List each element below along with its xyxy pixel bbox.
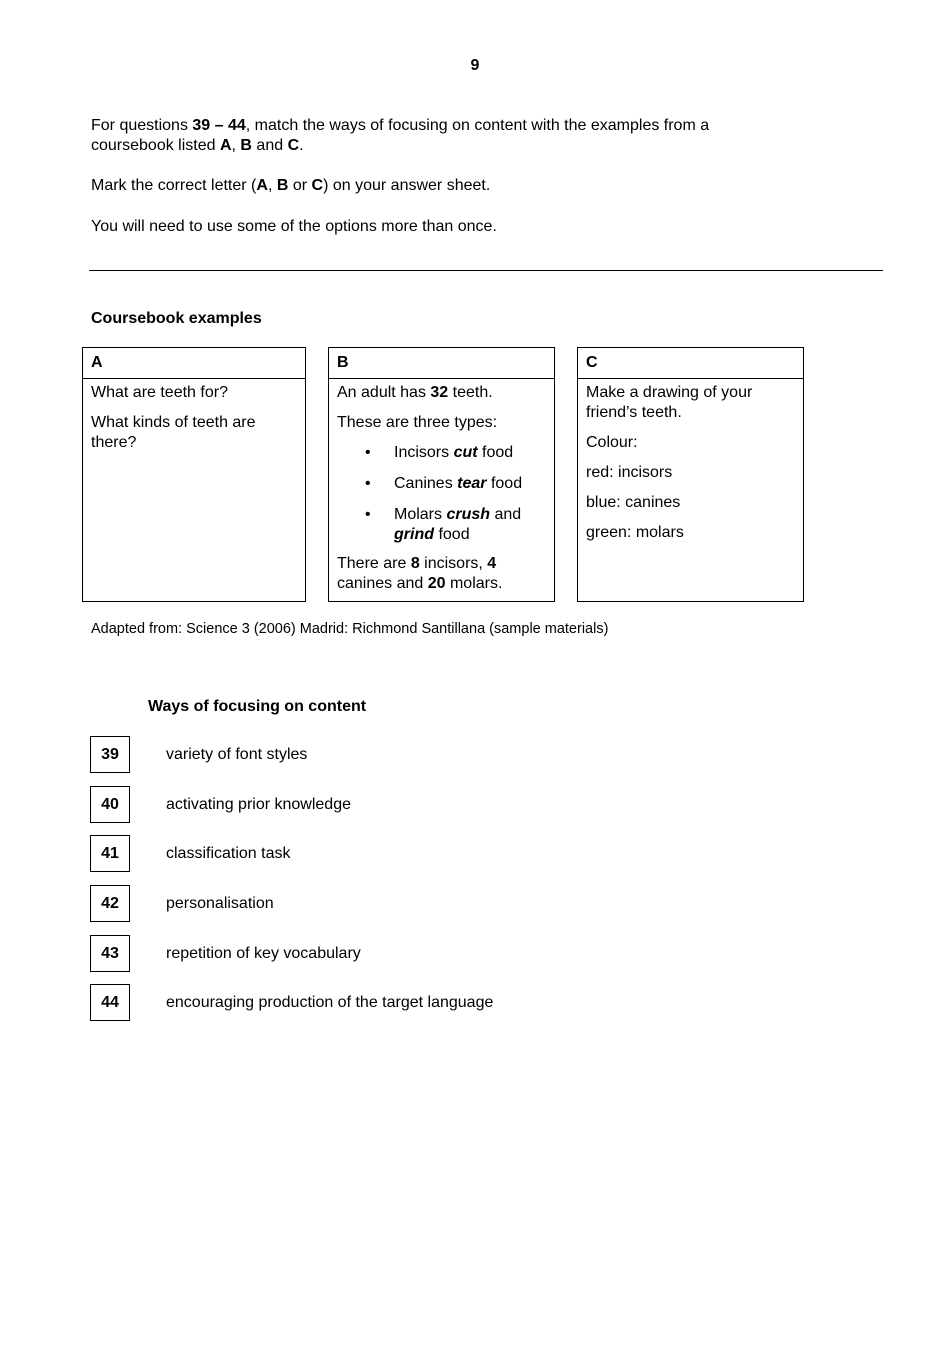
question-number-box[interactable]: 42 [90, 885, 130, 922]
box-c-line: Colour: [586, 434, 638, 451]
examples-heading: Coursebook examples [91, 310, 262, 327]
question-text: activating prior knowledge [166, 796, 351, 813]
example-box-a [82, 347, 306, 602]
box-a-line: What are teeth for? [91, 384, 228, 401]
box-a-letter: A [83, 348, 305, 379]
question-number-box[interactable]: 40 [90, 786, 130, 823]
page-number: 9 [470, 57, 480, 74]
instructions-paragraph: For questions 39 – 44, match the ways of focusing on content with the examples from a coursebook listed A, B and C. [91, 117, 710, 154]
question-text: repetition of key vocabulary [166, 945, 361, 962]
box-c-line: red: incisors [586, 464, 673, 481]
question-text: personalisation [166, 895, 274, 912]
ways-heading: Ways of focusing on content [148, 698, 367, 715]
question-number-box[interactable]: 39 [90, 736, 130, 773]
bullet-item: • Canines tear food [337, 474, 546, 494]
box-c-line: blue: canines [586, 494, 681, 511]
question-text: encouraging production of the target language [166, 994, 494, 1011]
box-c-letter: C [578, 348, 803, 379]
question-text: classification task [166, 845, 291, 862]
divider [89, 270, 883, 271]
options-note: You will need to use some of the options more than once. [91, 218, 497, 235]
question-text: variety of font styles [166, 746, 308, 763]
bullet-item: • Incisors cut food [337, 443, 546, 463]
bullet-item: • Molars crush and grind food [337, 505, 546, 545]
question-number-box[interactable]: 44 [90, 984, 130, 1021]
question-number-box[interactable]: 41 [90, 835, 130, 872]
mark-instruction: Mark the correct letter (A, B or C) on your answer sheet. [91, 177, 491, 194]
box-b-intro: An adult has 32 teeth. [337, 384, 493, 401]
example-box-b [328, 347, 555, 602]
box-c-line: green: molars [586, 524, 684, 541]
question-number-box[interactable]: 43 [90, 935, 130, 972]
source-credit: Adapted from: Science 3 (2006) Madrid: Richmond Santillana (sample materials) [91, 621, 609, 637]
box-b-letter: B [329, 348, 554, 379]
example-box-c [577, 347, 804, 602]
box-a-line: What kinds of teeth are there? [91, 414, 256, 451]
box-b-outro: There are 8 incisors, 4 canines and 20 molars. [337, 555, 503, 592]
box-b-types: These are three types: [337, 414, 498, 431]
box-c-line: Make a drawing of your friend’s teeth. [586, 384, 753, 421]
